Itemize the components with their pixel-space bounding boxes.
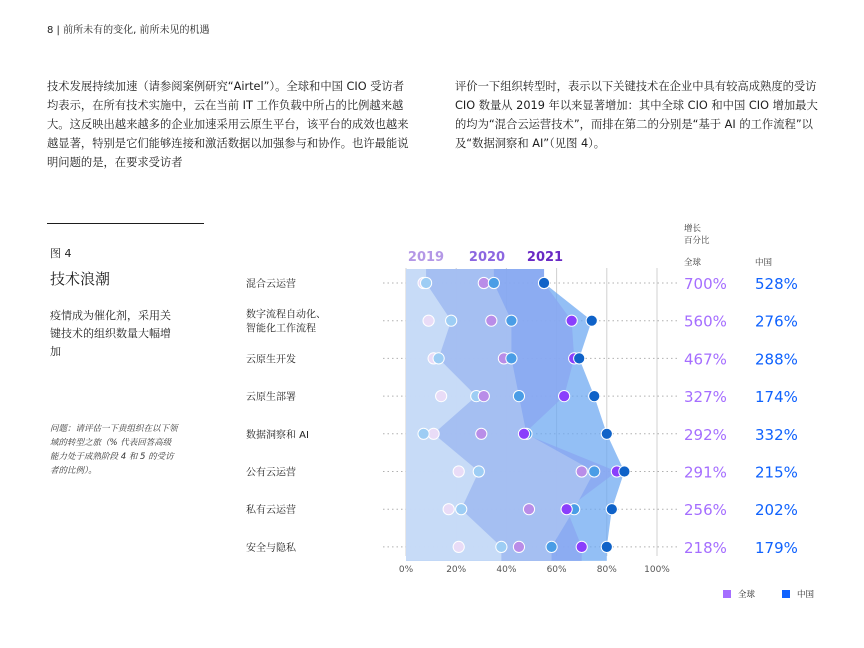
growth-value-china: 174% — [755, 388, 798, 407]
data-point — [513, 391, 524, 402]
legend-china — [782, 588, 814, 600]
legend-global-swatch — [723, 590, 731, 598]
category-label: 云原生开发 — [246, 354, 296, 366]
data-point — [496, 541, 507, 552]
legend-china-label: 中国 — [797, 590, 815, 600]
growth-value-china: 288% — [755, 350, 798, 369]
data-point — [418, 428, 429, 439]
data-point — [486, 315, 497, 326]
data-point — [488, 277, 499, 288]
data-point — [601, 428, 612, 439]
year-label-2020: 2020 — [468, 250, 506, 265]
x-tick-label: 80% — [596, 565, 617, 575]
data-point — [436, 391, 447, 402]
data-point — [433, 353, 444, 364]
growth-value-global: 467% — [684, 350, 727, 369]
data-point — [574, 353, 585, 364]
growth-col-global: 全球 — [684, 258, 702, 268]
data-point — [559, 391, 570, 402]
data-point — [619, 466, 630, 477]
body-paragraph-right: 评价一下组织转型时，表示以下关键技术在企业中具有较高成熟度的受访 CIO 数量从 2019 年以来显著增加：其中全球 CIO 和中国 CIO 增加最大的均为“混合云运营技术”，而排在第二的分别是“基于 AI 的工作流程”以及“数据洞察和 AI”（见图 4）。 — [455, 80, 818, 150]
data-point — [589, 466, 600, 477]
data-point — [506, 353, 517, 364]
growth-value-global: 700% — [684, 275, 727, 293]
data-point — [478, 277, 489, 288]
data-point — [420, 277, 431, 288]
data-point — [538, 277, 549, 288]
legend-global-label: 全球 — [738, 590, 756, 600]
data-point — [589, 391, 600, 402]
category-label: 云原生部署 — [246, 392, 296, 404]
growth-value-china: 179% — [755, 538, 798, 557]
growth-header-line1: 增长 — [684, 224, 702, 234]
growth-value-global: 327% — [684, 388, 727, 407]
year-label-2021: 2021 — [526, 250, 564, 265]
page-header: 8 | 前所未有的变化, 前所未见的机遇 — [47, 25, 210, 36]
data-point — [473, 466, 484, 477]
category-label: 私有云运营 — [246, 505, 296, 517]
growth-col-china: 中国 — [755, 258, 773, 268]
legend-global — [723, 588, 755, 600]
x-tick-label: 40% — [496, 565, 517, 575]
growth-value-global: 256% — [684, 501, 727, 520]
x-tick-label: 20% — [446, 565, 467, 575]
growth-value-global: 218% — [684, 538, 727, 557]
legend-china-swatch — [782, 590, 790, 598]
data-point — [576, 541, 587, 552]
year-label-2019: 2019 — [407, 250, 445, 265]
data-point — [506, 315, 517, 326]
x-tick-label: 0% — [398, 565, 414, 575]
data-point — [456, 504, 467, 515]
growth-value-china: 332% — [755, 425, 798, 444]
growth-header-line2: 百分比 — [684, 236, 710, 246]
growth-value-china: 528% — [755, 275, 798, 293]
figure-number: 图 4 — [50, 247, 72, 260]
data-point — [453, 541, 464, 552]
category-label: 安全与隐私 — [246, 542, 296, 554]
data-point — [423, 315, 434, 326]
growth-value-china: 276% — [755, 312, 798, 331]
figure-title: 技术浪潮 — [50, 270, 111, 288]
data-point — [453, 466, 464, 477]
x-tick-label: 100% — [644, 565, 670, 575]
data-point — [566, 315, 577, 326]
growth-value-china: 215% — [755, 463, 798, 482]
data-point — [478, 391, 489, 402]
data-point — [443, 504, 454, 515]
growth-value-global: 291% — [684, 463, 727, 482]
growth-value-global: 560% — [684, 312, 727, 331]
data-point — [561, 504, 572, 515]
data-point — [601, 541, 612, 552]
data-point — [586, 315, 597, 326]
category-label: 混合云运营 — [246, 279, 296, 290]
data-point — [518, 428, 529, 439]
data-point — [606, 504, 617, 515]
growth-value-global: 292% — [684, 425, 727, 444]
growth-value-china: 202% — [755, 501, 798, 520]
figure-subtitle: 疫情成为催化剂，采用关键技术的组织数量大幅增加 — [50, 309, 171, 358]
category-label: 公有云运营 — [246, 467, 296, 479]
category-label: 数字流程自动化、 — [246, 309, 326, 321]
x-tick-label: 60% — [546, 565, 567, 575]
data-point — [576, 466, 587, 477]
data-point — [476, 428, 487, 439]
body-paragraph-left: 技术发展持续加速（请参阅案例研究“Airtel”）。全球和中国 CIO 受访者均表示，在所有技术实施中，云在当前 IT 工作负载中所占的比例越来越大。这反映出越来越多的企业加速采用云原生平台，该平台的成效也越来越显著，特别是它们能够连接和激活数据以加强参与和协作。也许最能说明问题的是，在要求受访者 — [47, 80, 409, 169]
category-label: 数据洞察和 AI — [246, 429, 309, 441]
data-point — [513, 541, 524, 552]
data-point — [428, 428, 439, 439]
figure-note: 问题：请评估一下贵组织在以下领域的转型之旅（% 代表回答高级能力处于成熟阶段 4 和 5 的受访者的比例）。 — [50, 424, 178, 476]
category-label: 智能化工作流程 — [246, 323, 316, 335]
data-point — [523, 504, 534, 515]
data-point — [546, 541, 557, 552]
data-point — [446, 315, 457, 326]
